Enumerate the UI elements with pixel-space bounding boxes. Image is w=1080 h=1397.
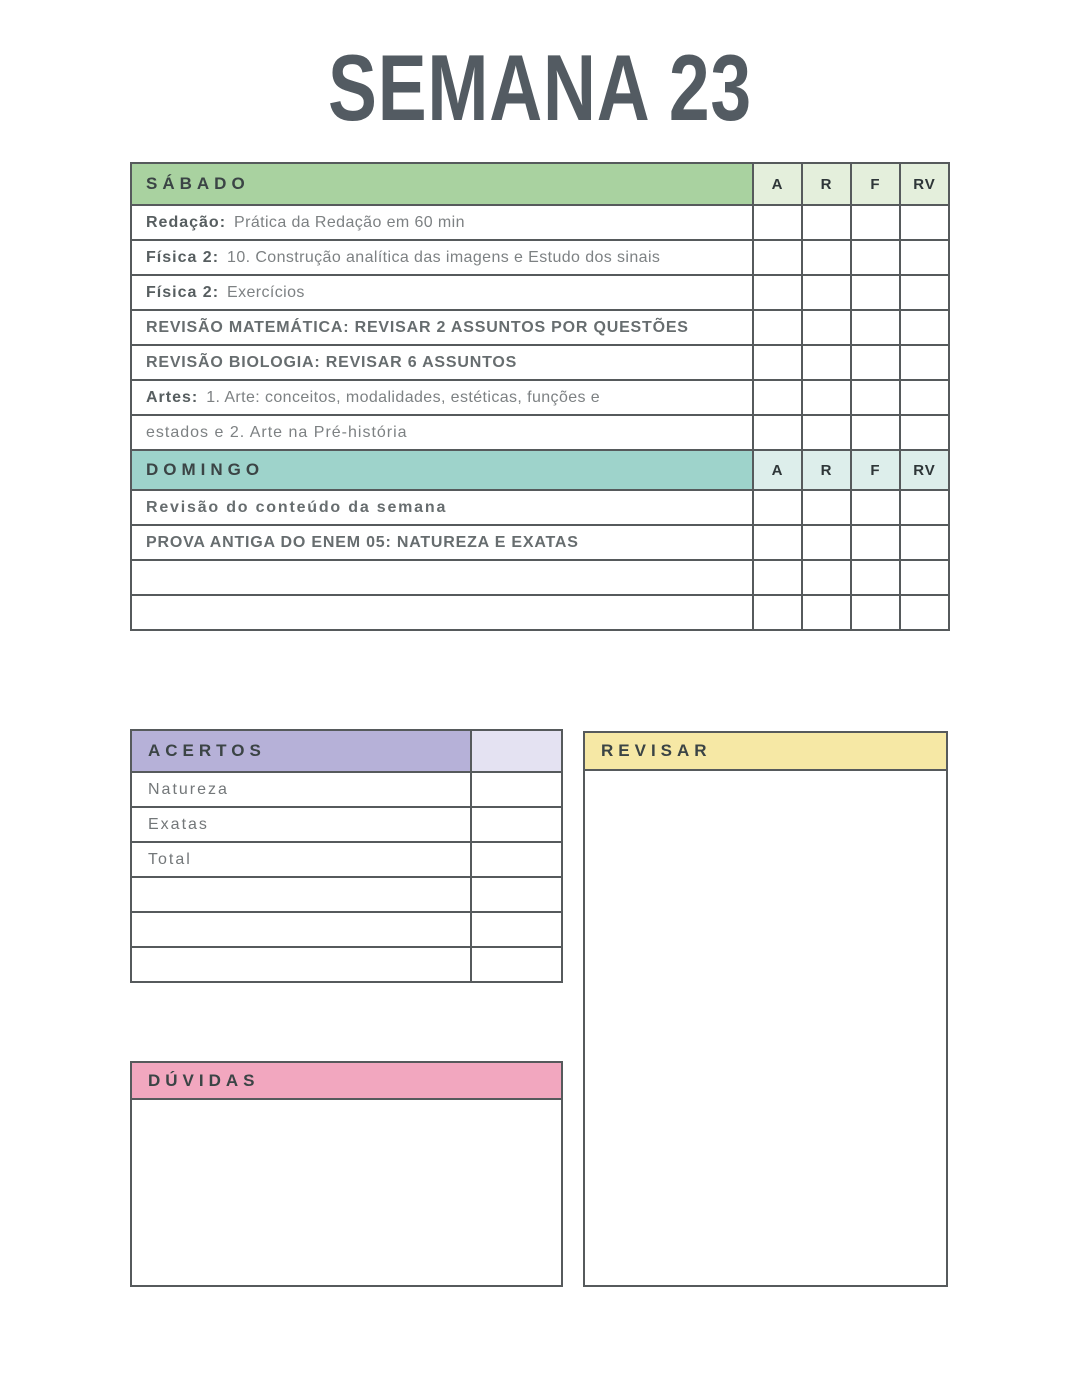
check-cell-f[interactable] xyxy=(850,311,899,344)
check-cell-f[interactable] xyxy=(850,561,899,594)
task-row xyxy=(132,309,948,344)
acertos-empty-label-cell[interactable] xyxy=(132,913,470,946)
task-label xyxy=(132,346,752,379)
duvidas-box xyxy=(130,1061,563,1287)
task-subject-label: Física 2: xyxy=(146,248,220,266)
acertos-row-label-cell xyxy=(132,843,470,876)
acertos-empty-label-cell[interactable] xyxy=(132,878,470,911)
check-cell-a[interactable] xyxy=(752,596,801,629)
task-label xyxy=(132,311,752,344)
check-column-header-label-a: A xyxy=(771,461,784,479)
check-cell-r[interactable] xyxy=(801,596,850,629)
check-cell-a[interactable] xyxy=(752,491,801,524)
acertos-value-cell[interactable] xyxy=(470,808,561,841)
check-column-header-f xyxy=(850,451,899,489)
task-label xyxy=(132,491,752,524)
acertos-row xyxy=(132,841,561,876)
check-column-header-f xyxy=(850,164,899,204)
check-cell-r[interactable] xyxy=(801,346,850,379)
acertos-empty-label-cell[interactable] xyxy=(132,948,470,981)
empty-task-field[interactable] xyxy=(132,561,752,594)
acertos-value-cell[interactable] xyxy=(470,948,561,981)
task-row xyxy=(132,559,948,594)
empty-task-field[interactable] xyxy=(132,596,752,629)
section-header-label-sabado: SÁBADO xyxy=(146,174,250,193)
revisar-header-label: REVISAR xyxy=(601,741,712,760)
check-column-header-label-r: R xyxy=(820,175,833,193)
section-header-sabado xyxy=(132,164,752,204)
check-cell-r[interactable] xyxy=(801,416,850,449)
task-label xyxy=(132,241,752,274)
check-cell-rv[interactable] xyxy=(899,491,948,524)
check-column-header-label-rv: RV xyxy=(913,461,936,479)
section-header-label-domingo: DOMINGO xyxy=(146,460,265,479)
check-cell-a[interactable] xyxy=(752,526,801,559)
acertos-value-cell[interactable] xyxy=(470,913,561,946)
acertos-value-cell[interactable] xyxy=(470,878,561,911)
task-text: Exercícios xyxy=(227,283,305,301)
check-cell-a[interactable] xyxy=(752,561,801,594)
task-label xyxy=(132,381,752,414)
acertos-row xyxy=(132,946,561,981)
weekly-schedule-table xyxy=(130,162,950,631)
check-cell-rv[interactable] xyxy=(899,206,948,239)
check-cell-r[interactable] xyxy=(801,206,850,239)
revisar-box xyxy=(583,731,948,1287)
page-title: SEMANA 23 xyxy=(328,35,752,140)
check-cell-r[interactable] xyxy=(801,276,850,309)
check-cell-rv[interactable] xyxy=(899,381,948,414)
check-cell-r[interactable] xyxy=(801,561,850,594)
check-cell-r[interactable] xyxy=(801,491,850,524)
task-row xyxy=(132,489,948,524)
task-subject-label: Física 2: xyxy=(146,283,220,301)
check-cell-f[interactable] xyxy=(850,346,899,379)
task-row xyxy=(132,594,948,629)
task-row xyxy=(132,344,948,379)
check-cell-a[interactable] xyxy=(752,241,801,274)
check-cell-rv[interactable] xyxy=(899,596,948,629)
check-cell-a[interactable] xyxy=(752,416,801,449)
check-cell-f[interactable] xyxy=(850,276,899,309)
acertos-row-label-cell xyxy=(132,773,470,806)
check-cell-a[interactable] xyxy=(752,206,801,239)
acertos-header xyxy=(132,731,470,771)
check-cell-f[interactable] xyxy=(850,526,899,559)
check-cell-a[interactable] xyxy=(752,346,801,379)
task-label xyxy=(132,276,752,309)
check-cell-f[interactable] xyxy=(850,491,899,524)
acertos-header-value-cell xyxy=(470,731,561,771)
check-column-header-a xyxy=(752,451,801,489)
acertos-row-label: Natureza xyxy=(148,780,229,798)
check-cell-f[interactable] xyxy=(850,596,899,629)
acertos-row xyxy=(132,911,561,946)
check-cell-r[interactable] xyxy=(801,526,850,559)
task-text: 10. Construção analítica das imagens e Estudo dos sinais xyxy=(227,248,661,266)
check-cell-rv[interactable] xyxy=(899,561,948,594)
task-text: REVISÃO BIOLOGIA: REVISAR 6 ASSUNTOS xyxy=(146,353,518,371)
check-cell-a[interactable] xyxy=(752,276,801,309)
check-cell-rv[interactable] xyxy=(899,526,948,559)
check-cell-rv[interactable] xyxy=(899,416,948,449)
check-cell-a[interactable] xyxy=(752,311,801,344)
check-cell-rv[interactable] xyxy=(899,276,948,309)
task-row xyxy=(132,239,948,274)
duvidas-header xyxy=(132,1063,561,1100)
acertos-row xyxy=(132,771,561,806)
check-column-header-a xyxy=(752,164,801,204)
task-subject-label: Artes: xyxy=(146,388,199,406)
acertos-row xyxy=(132,876,561,911)
acertos-table xyxy=(130,729,563,983)
check-column-header-r xyxy=(801,164,850,204)
acertos-value-cell[interactable] xyxy=(470,773,561,806)
task-text: PROVA ANTIGA DO ENEM 05: NATUREZA E EXATAS xyxy=(146,533,579,551)
acertos-row-label-cell xyxy=(132,808,470,841)
check-cell-r[interactable] xyxy=(801,311,850,344)
acertos-row-label: Exatas xyxy=(148,815,209,833)
section-header-row-sabado xyxy=(132,164,948,204)
check-column-header-label-r: R xyxy=(820,461,833,479)
task-label xyxy=(132,526,752,559)
task-text: 1. Arte: conceitos, modalidades, estéticas, funções e xyxy=(206,388,601,406)
task-subject-label: Redação: xyxy=(146,213,227,231)
acertos-row-label: Total xyxy=(148,850,192,868)
task-row xyxy=(132,414,948,449)
task-text: Prática da Redação em 60 min xyxy=(234,213,465,231)
check-column-header-r xyxy=(801,451,850,489)
duvidas-header-label: DÚVIDAS xyxy=(148,1070,260,1090)
check-cell-f[interactable] xyxy=(850,206,899,239)
task-text: estados e 2. Arte na Pré-história xyxy=(146,423,408,441)
task-label xyxy=(132,206,752,239)
task-text: Revisão do conteúdo da semana xyxy=(146,498,448,516)
check-column-header-rv xyxy=(899,164,948,204)
task-row xyxy=(132,204,948,239)
acertos-header-row xyxy=(132,731,561,771)
task-row xyxy=(132,379,948,414)
check-column-header-label-rv: RV xyxy=(913,175,936,193)
check-cell-r[interactable] xyxy=(801,381,850,414)
check-column-header-rv xyxy=(899,451,948,489)
task-row xyxy=(132,274,948,309)
check-cell-rv[interactable] xyxy=(899,311,948,344)
section-header-row-domingo xyxy=(132,449,948,489)
check-column-header-label-f: F xyxy=(870,175,881,193)
task-label xyxy=(132,416,752,449)
check-cell-r[interactable] xyxy=(801,241,850,274)
check-cell-f[interactable] xyxy=(850,416,899,449)
section-header-domingo xyxy=(132,451,752,489)
check-column-header-label-f: F xyxy=(870,461,881,479)
acertos-row xyxy=(132,806,561,841)
acertos-value-cell[interactable] xyxy=(470,843,561,876)
check-cell-rv[interactable] xyxy=(899,241,948,274)
check-cell-rv[interactable] xyxy=(899,346,948,379)
task-row xyxy=(132,524,948,559)
acertos-header-label: ACERTOS xyxy=(148,741,266,760)
revisar-header xyxy=(585,733,946,771)
check-cell-f[interactable] xyxy=(850,381,899,414)
check-column-header-label-a: A xyxy=(771,175,784,193)
check-cell-a[interactable] xyxy=(752,381,801,414)
check-cell-f[interactable] xyxy=(850,241,899,274)
task-text: REVISÃO MATEMÁTICA: REVISAR 2 ASSUNTOS POR QUESTÕES xyxy=(146,318,689,336)
